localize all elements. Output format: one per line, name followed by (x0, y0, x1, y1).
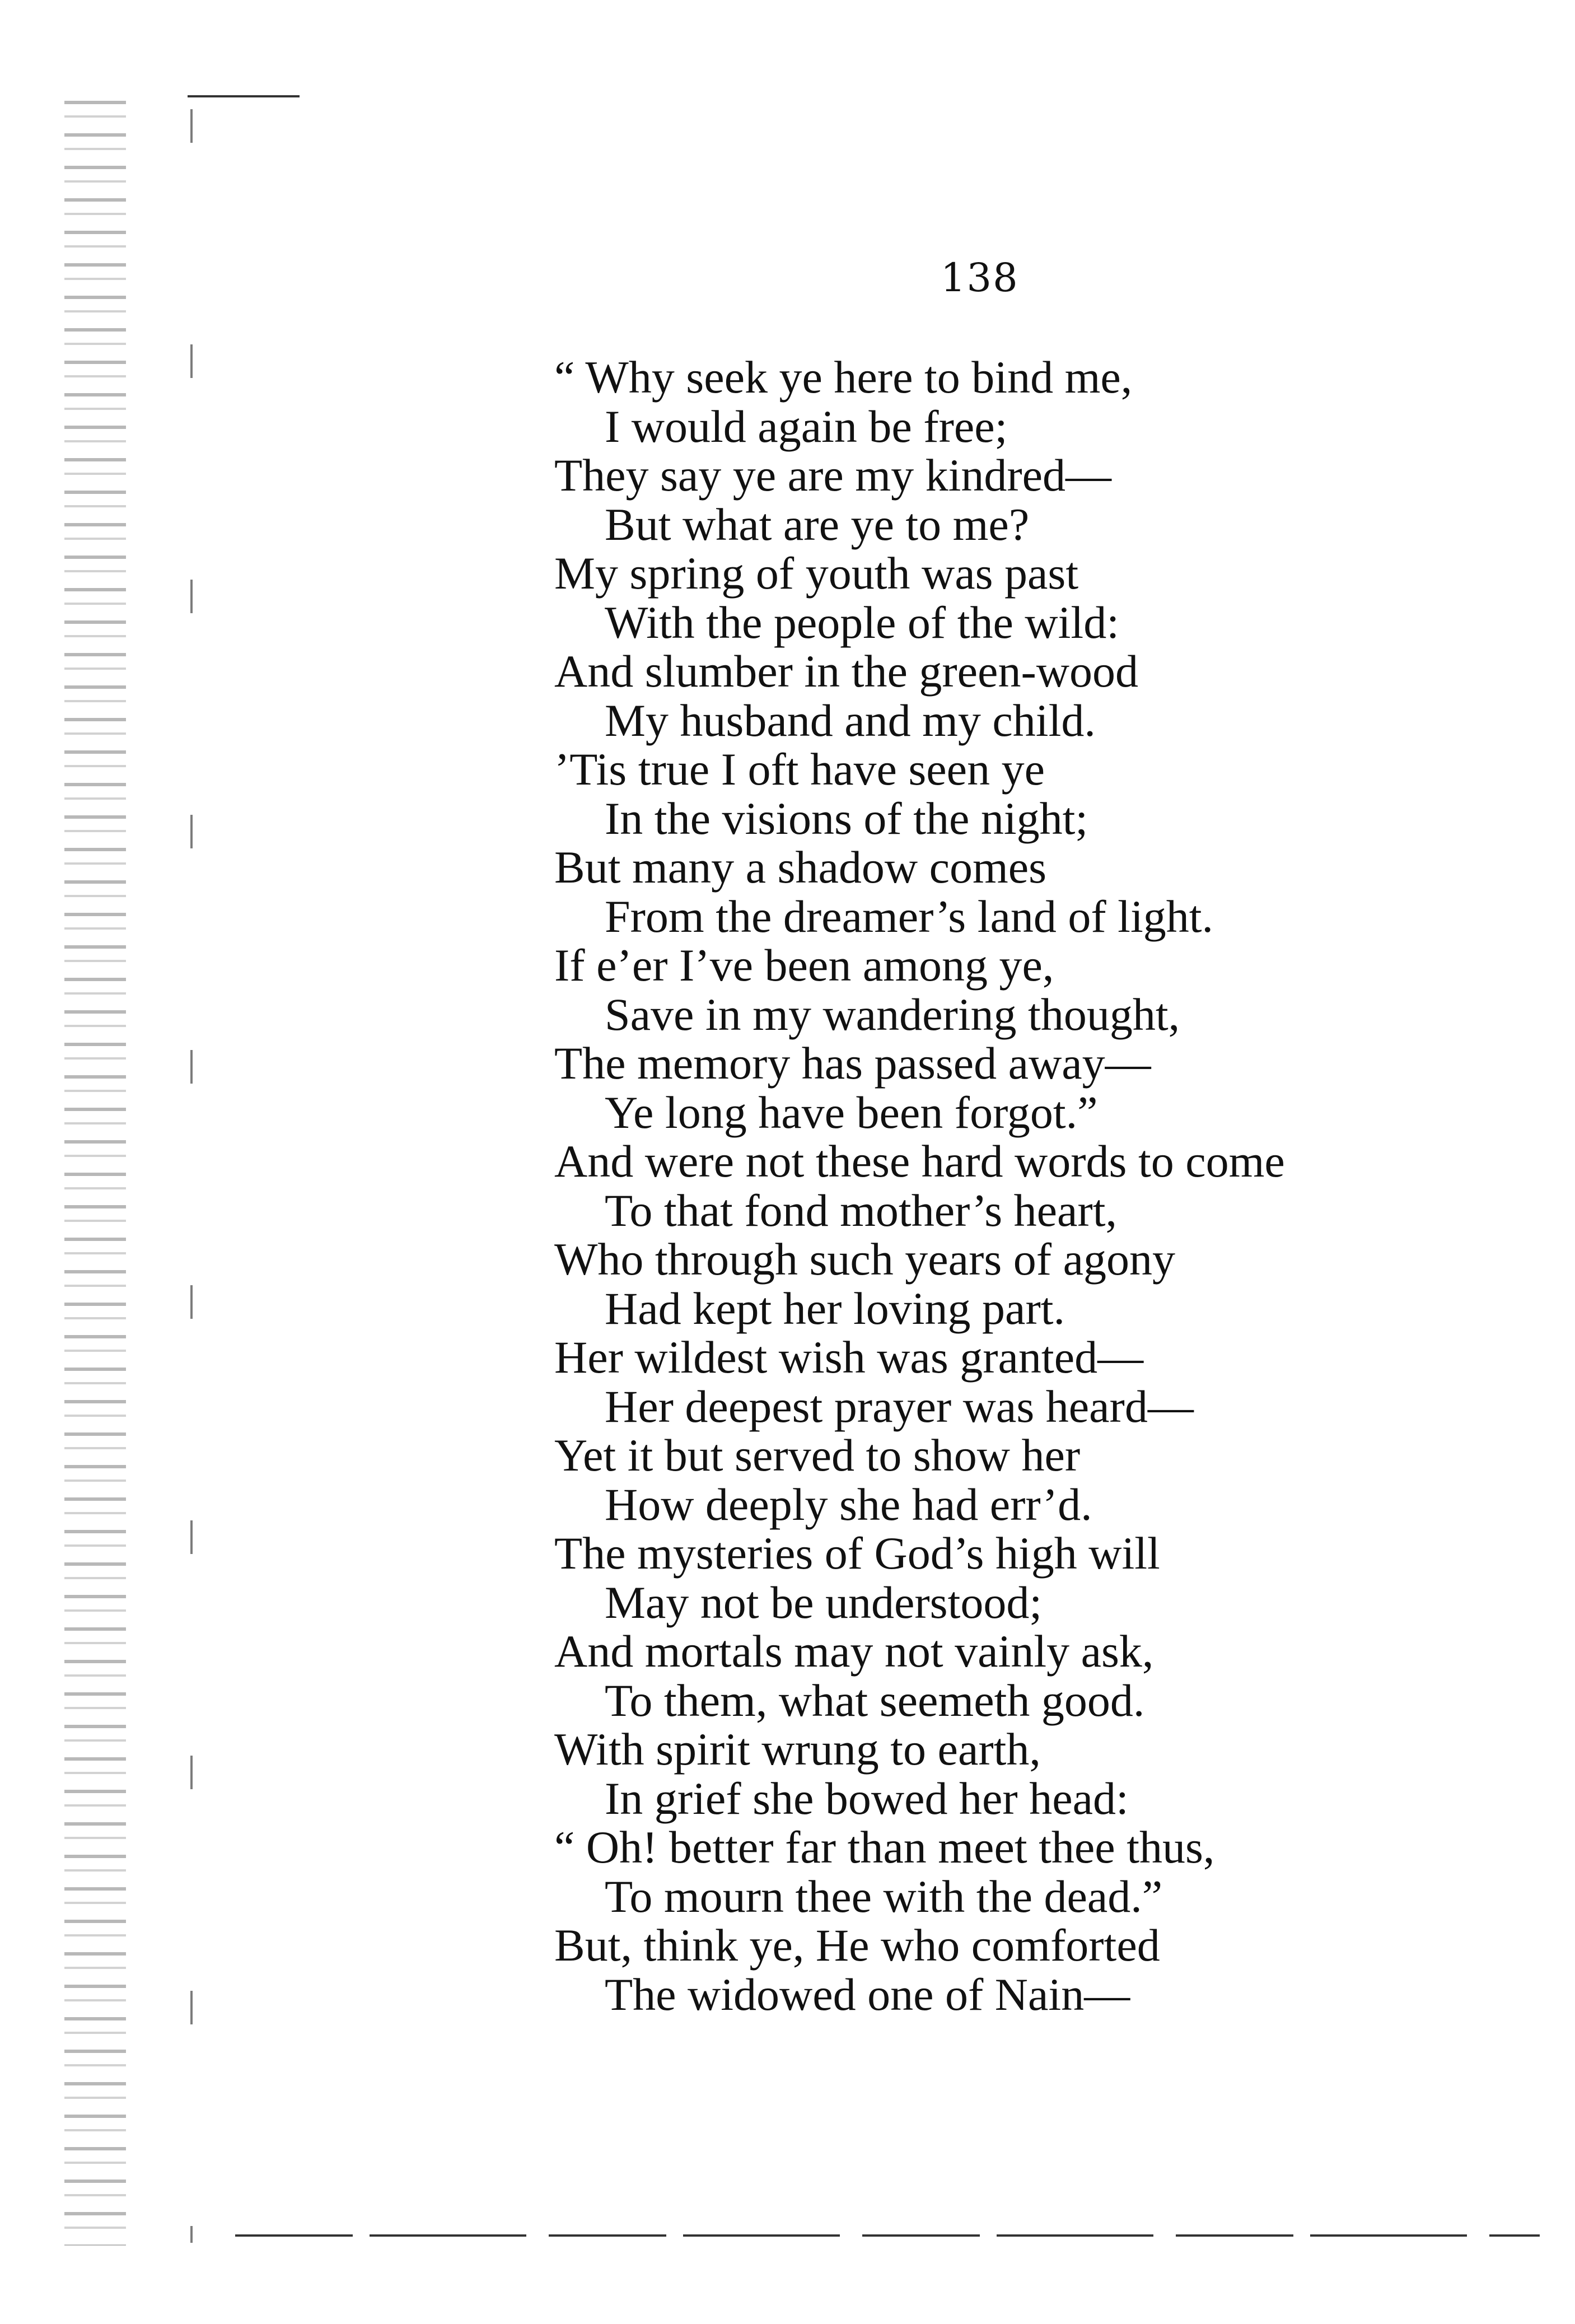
poem-line: And slumber in the green-wood (554, 646, 1138, 697)
poem-line: To that fond mother’s heart, (605, 1184, 1118, 1236)
poem-line: In the visions of the night; (605, 792, 1088, 844)
poem-line: “ Why seek ye here to bind me, (554, 352, 1133, 403)
poem-line: May not be understood; (605, 1576, 1043, 1628)
poem-line: To mourn thee with the dead.” (605, 1870, 1163, 1922)
poem-line: My husband and my child. (605, 694, 1096, 746)
gutter-rule (190, 109, 193, 2243)
poem-line: Yet it but served to show her (554, 1430, 1081, 1481)
poem-line: But many a shadow comes (554, 842, 1047, 893)
poem-line: With the people of the wild: (605, 596, 1119, 648)
poem-line: And were not these hard words to come (554, 1136, 1285, 1187)
poem-line: If e’er I’ve been among ye, (554, 940, 1054, 991)
poem-line: And mortals may not vainly ask, (554, 1626, 1154, 1677)
poem-line: The widowed one of Nain— (605, 1968, 1130, 2020)
binding-gutter-marks (64, 101, 126, 2246)
poem-line: The memory has passed away— (554, 1038, 1151, 1089)
poem-line: From the dreamer’s land of light. (605, 890, 1214, 942)
poem-line: The mysteries of God’s high will (554, 1528, 1160, 1579)
poem-line: With spirit wrung to earth, (554, 1724, 1041, 1775)
poem-line: I would again be free; (605, 400, 1008, 452)
poem-line: Save in my wandering thought, (605, 988, 1180, 1040)
poem-line: In grief she bowed her head: (605, 1772, 1129, 1824)
poem-line: But, think ye, He who comforted (554, 1920, 1160, 1971)
poem-line: But what are ye to me? (605, 498, 1030, 550)
poem-line: ’Tis true I oft have seen ye (554, 744, 1045, 795)
poem-line: How deeply she had err’d. (605, 1478, 1092, 1530)
page-number: 138 (941, 255, 1019, 301)
poem-line: They say ye are my kindred— (554, 450, 1112, 501)
poem-text (554, 353, 1506, 2019)
poem-line: My spring of youth was past (554, 548, 1079, 599)
poem-line: Ye long have been forgot.” (605, 1086, 1098, 1138)
poem-line: “ Oh! better far than meet thee thus, (554, 1822, 1215, 1873)
poem-line: Her deepest prayer was heard— (605, 1380, 1194, 1432)
bottom-margin-rule (235, 2234, 1540, 2237)
poem-line: Her wildest wish was granted— (554, 1332, 1144, 1383)
poem-line: Had kept her loving part. (605, 1282, 1065, 1334)
poem-line: To them, what seemeth good. (605, 1674, 1145, 1726)
poem-line: Who through such years of agony (554, 1234, 1176, 1285)
top-margin-rule (188, 95, 300, 97)
